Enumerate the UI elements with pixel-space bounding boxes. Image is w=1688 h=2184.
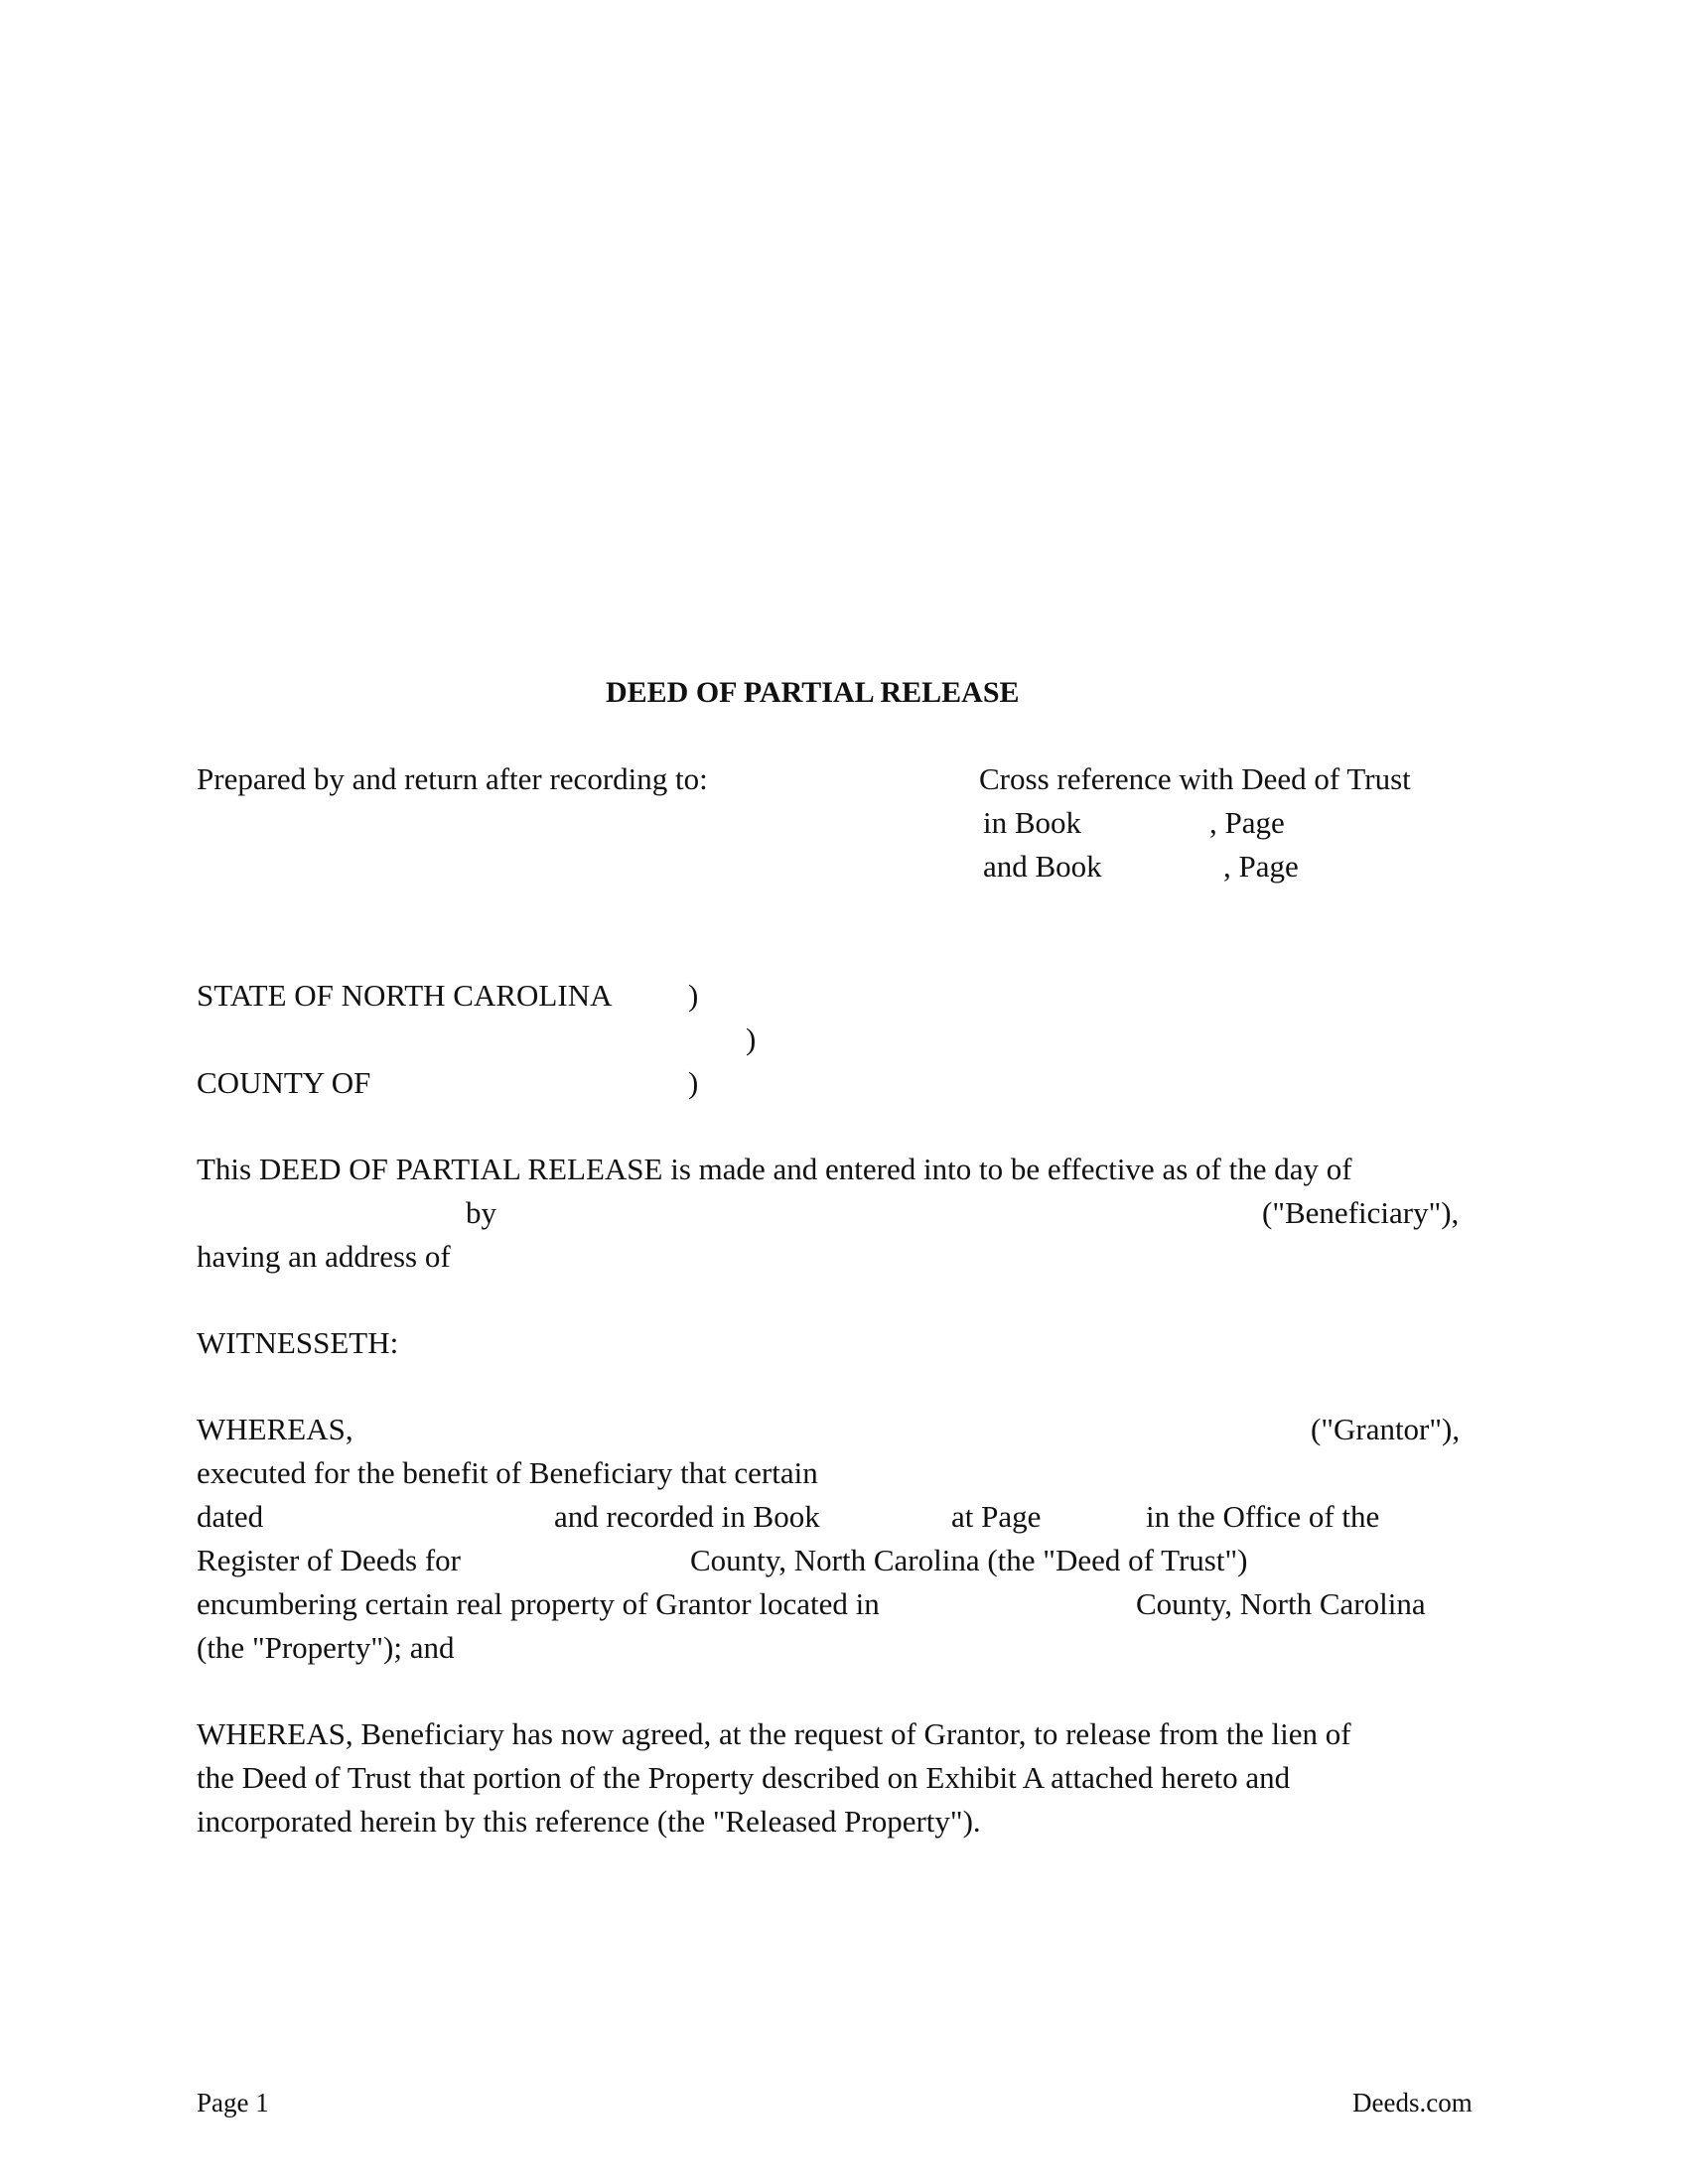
in-book-label: in Book <box>983 805 1082 840</box>
prepared-by-label: Prepared by and return after recording to: <box>197 761 708 796</box>
witnesseth-heading: WITNESSETH: <box>197 1325 399 1360</box>
dated-label: dated <box>197 1499 264 1534</box>
caption-paren-3: ) <box>688 1065 699 1100</box>
footer-brand: Deeds.com <box>1352 2088 1473 2117</box>
property-label: (the "Property"); and <box>197 1630 455 1665</box>
page-label-1: , Page <box>1209 805 1285 840</box>
intro-line-1: This DEED OF PARTIAL RELEASE is made and entered into to be effective as of the day of <box>197 1152 1352 1186</box>
caption-paren-1: ) <box>688 978 699 1013</box>
register-label: Register of Deeds for <box>197 1543 461 1577</box>
whereas-1-start: WHEREAS, <box>197 1412 353 1446</box>
recorded-label: and recorded in Book <box>554 1499 820 1534</box>
county-nc-deed-of-trust: County, North Carolina (the "Deed of Trust") <box>690 1543 1248 1577</box>
at-page-label: at Page <box>951 1499 1042 1534</box>
whereas-2-line-3: incorporated herein by this reference (the "Released Property"). <box>197 1804 981 1839</box>
page-label-2: , Page <box>1223 849 1299 884</box>
and-book-label: and Book <box>983 849 1102 884</box>
cross-reference-label: Cross reference with Deed of Trust <box>979 761 1411 796</box>
caption-paren-2: ) <box>746 1022 757 1056</box>
executed-line: executed for the benefit of Beneficiary that certain <box>197 1455 818 1490</box>
grantor-label: ("Grantor"), <box>1311 1412 1461 1446</box>
whereas-2-line-1: WHEREAS, Beneficiary has now agreed, at the request of Grantor, to release from the lien of <box>197 1716 1351 1751</box>
footer-page-number: Page 1 <box>197 2088 269 2117</box>
county-nc-label: County, North Carolina <box>1136 1586 1426 1621</box>
intro-address: having an address of <box>197 1239 451 1274</box>
intro-by: by <box>466 1195 496 1230</box>
state-label: STATE OF NORTH CAROLINA <box>197 978 613 1013</box>
county-label: COUNTY OF <box>197 1065 371 1100</box>
document-title: DEED OF PARTIAL RELEASE <box>606 676 1020 709</box>
office-label: in the Office of the <box>1146 1499 1380 1534</box>
encumbering-line: encumbering certain real property of Grantor located in <box>197 1586 880 1621</box>
intro-beneficiary: ("Beneficiary"), <box>1262 1195 1460 1230</box>
whereas-2-line-2: the Deed of Trust that portion of the Property described on Exhibit A attached hereto and <box>197 1760 1291 1795</box>
